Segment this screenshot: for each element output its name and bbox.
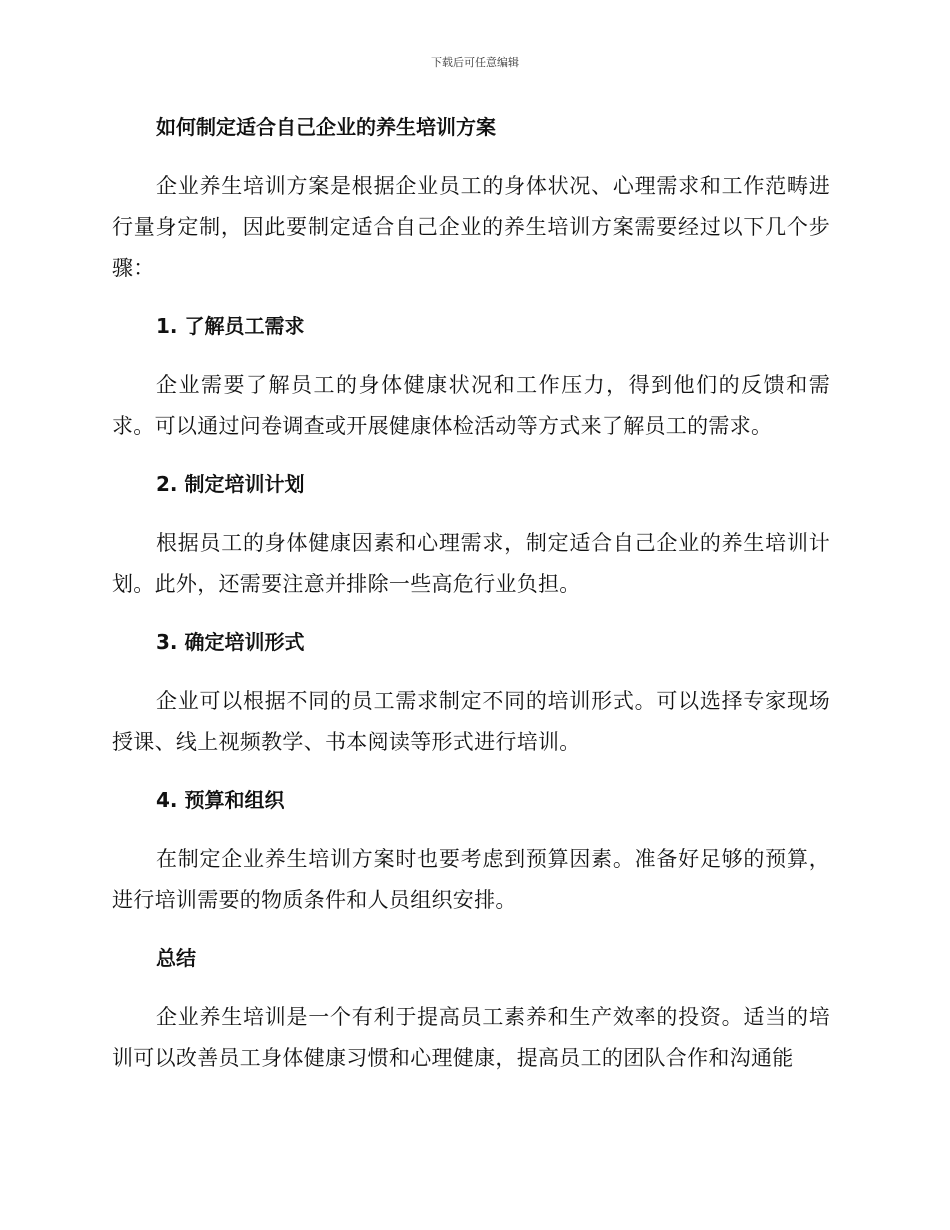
document-body (112, 112, 830, 1101)
section-4 (112, 785, 830, 921)
section-heading: 1. 了解员工需求 (156, 314, 305, 338)
section-summary (112, 943, 830, 1079)
section-paragraph: 企业可以根据不同的员工需求制定不同的培训形式。可以选择专家现场授课、线上视频教学、书本阅读等形式进行培训。 (112, 689, 830, 754)
section-paragraph: 企业养生培训是一个有利于提高员工素养和生产效率的投资。适当的培训可以改善员工身体健康习惯和心理健康，提高员工的团队合作和沟通能 (112, 1005, 830, 1070)
section-3 (112, 627, 830, 763)
section-2 (112, 469, 830, 605)
section-heading: 4. 预算和组织 (156, 788, 285, 812)
section-heading: 总结 (156, 946, 196, 970)
document-title: 如何制定适合自己企业的养生培训方案 (156, 115, 496, 139)
section-1 (112, 311, 830, 447)
section-paragraph: 在制定企业养生培训方案时也要考虑到预算因素。准备好足够的预算，进行培训需要的物质条件和人员组织安排。 (112, 847, 830, 912)
section-paragraph: 企业需要了解员工的身体健康状况和工作压力，得到他们的反馈和需求。可以通过问卷调查或开展健康体检活动等方式来了解员工的需求。 (112, 373, 830, 438)
section-heading: 2. 制定培训计划 (156, 472, 305, 496)
intro-paragraph: 企业养生培训方案是根据企业员工的身体状况、心理需求和工作范畴进行量身定制，因此要制定适合自己企业的养生培训方案需要经过以下几个步骤： (112, 174, 830, 280)
section-heading: 3. 确定培训形式 (156, 630, 305, 654)
header-note: 下载后可任意编辑 (431, 56, 519, 69)
section-paragraph: 根据员工的身体健康因素和心理需求，制定适合自己企业的养生培训计划。此外，还需要注意并排除一些高危行业负担。 (112, 531, 830, 596)
